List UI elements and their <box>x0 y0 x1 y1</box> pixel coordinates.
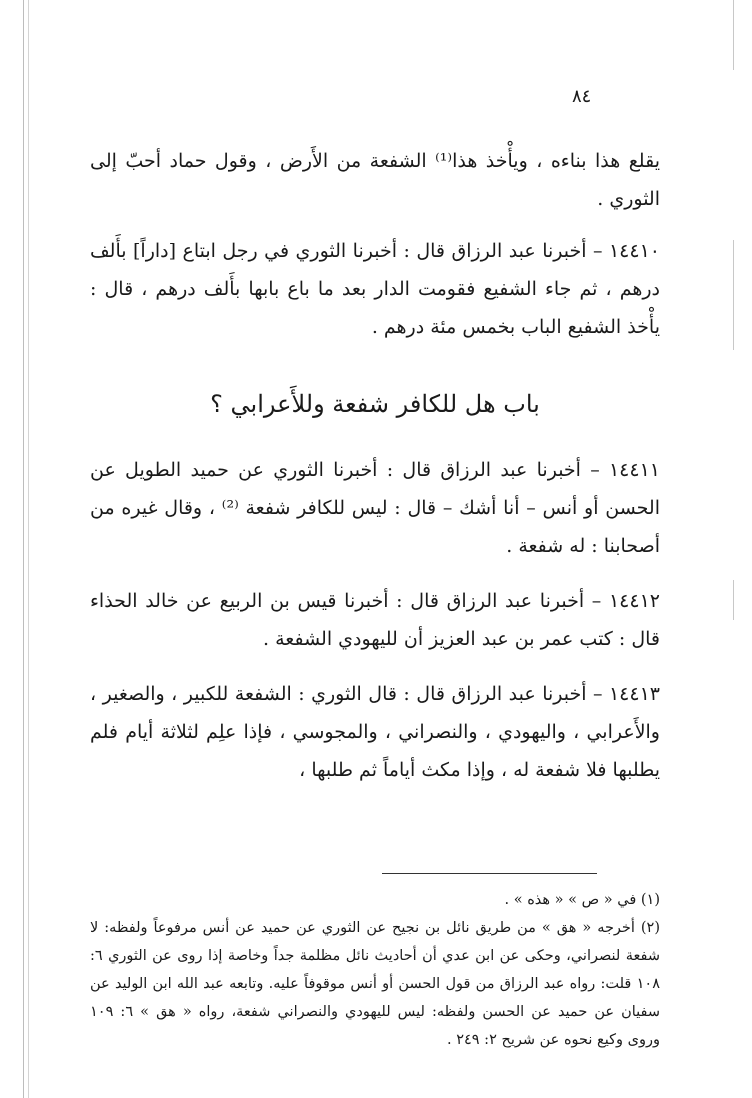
hadith-14411: ١٤٤١١ – أخبرنا عبد الرزاق قال : أخبرنا الثوري عن حميد الطويل عن الحسن أو أنس – أنا أشك – قال : ليس للكافر شفعة ⁽²⁾ ، وقال غيره من أصحابنا : له شفعة . <box>90 459 660 557</box>
page-edge-mark <box>733 580 734 620</box>
binding-gutter-line-inner <box>28 0 29 1098</box>
page-number: ٨٤ <box>572 86 592 107</box>
hadith-14413: ١٤٤١٣ – أخبرنا عبد الرزاق قال : قال الثوري : الشفعة للكبير ، والصغير ، والأَعرابي ، واليهودي ، والنصراني ، والمجوسي ، فإذا علِم لثلاثة أيام فلم يطلبها فلا شفعة له ، وإذا مكث أياماً ثم طلبها ، <box>90 683 660 781</box>
paragraph-continuation: يقلع هذا بناءه ، ويأْخذ هذا⁽¹⁾ الشفعة من الأَرض ، وقول حماد أحبّ إلى الثوري . <box>90 150 660 210</box>
hadith-14410: ١٤٤١٠ – أخبرنا عبد الرزاق قال : أخبرنا الثوري في رجل ابتاع [داراً] بأَلف درهم ، ثم جاء الشفيع فقومت الدار بعد ما باع بابها بأَلف درهم ، قال : يأْخذ الشفيع الباب بخمس مئة درهم . <box>90 240 660 338</box>
page-edge-mark <box>733 0 734 70</box>
footnote-1: (١) في « ص » « هذه » . <box>504 892 660 908</box>
page-edge-mark <box>733 240 734 350</box>
hadith-14412: ١٤٤١٢ – أخبرنا عبد الرزاق قال : أخبرنا قيس بن الربيع عن خالد الحذاء قال : كتب عمر بن عبد العزيز أن لليهودي الشفعة . <box>90 590 660 650</box>
footnotes <box>90 886 660 1054</box>
chapter-heading: باب هل للكافر شفعة وللأَعرابي ؟ <box>210 390 540 418</box>
footnote-separator <box>382 873 597 874</box>
binding-gutter-line <box>23 0 24 1098</box>
footnote-2: (٢) أخرجه « هق » من طريق نائل بن نجيح عن الثوري عن حميد عن أنس مرفوعاً ولفظه: لا شفعة لنصراني، وحكى عن ابن عدي أن أحاديث نائل مظلمة جداً وخاصة إذا روى عن الثوري ٦: ١٠٨ قلت: رواه عبد الرزاق من قول الحسن أو أنس موقوفاً عليه. وتابعه عبد الله ابن الوليد عن سفيان عن حميد عن الحسن ولفظه: ليس لليهودي والنصراني شفعة، رواه « هق » ٦: ١٠٩ وروى وكيع نحوه عن شريح ٢: ٢٤٩ . <box>90 920 660 1048</box>
